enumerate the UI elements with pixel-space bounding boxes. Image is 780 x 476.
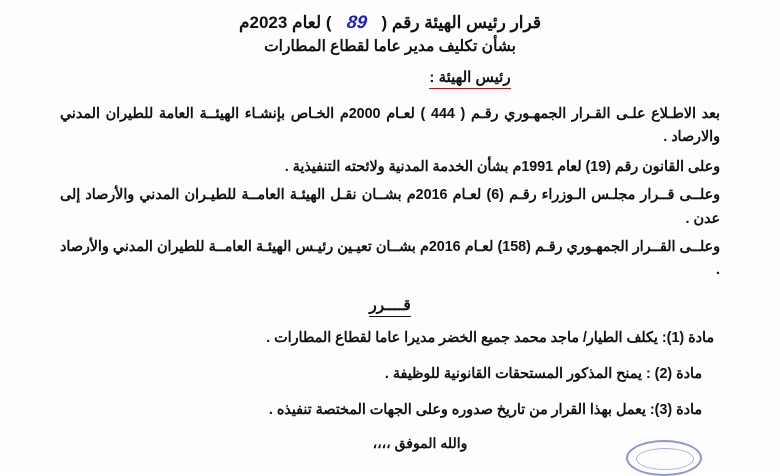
- article-text: يكلف الطيار/ ماجد محمد جميع الخضر مديرا عاما لقطاع المطارات .: [266, 330, 658, 347]
- preamble-paragraph: وعلى القانون رقم (19) لعام 1991م بشأن الخدمة المدنية ولائحته التنفيذية .: [284, 159, 720, 176]
- article-text: يمنح المذكور المستحقات القانونية للوظيفة .: [384, 365, 642, 382]
- preamble-block: [34, 103, 746, 282]
- article-item: [48, 399, 732, 422]
- document-header: [34, 12, 746, 56]
- article-item: [48, 363, 732, 386]
- article-label: مادة (1):: [661, 330, 714, 347]
- official-stamp-inner: [636, 448, 694, 470]
- decree-title-suffix: ) لعام 2023م: [238, 12, 332, 32]
- preamble-paragraph: بعد الاطـلاع علـى القـرار الجمهـوري رقـم ( 444 ) لعـام 2000م الخـاص بإنشـاء الهيئــة العامة للطيران المدني والارصاد .: [60, 106, 720, 146]
- decree-title-prefix: قرار رئيس الهيئة رقم (: [381, 12, 542, 32]
- decide-heading: قــــرر: [369, 296, 411, 317]
- article-label: مادة (3):: [649, 401, 702, 418]
- decree-title-line: [34, 12, 746, 33]
- decree-number: 89: [345, 12, 368, 32]
- article-text: يعمل بهذا القرار من تاريخ صدوره وعلى الجهات المختصة تنفيذه .: [268, 401, 646, 418]
- decide-heading-row: [34, 296, 746, 317]
- preamble-paragraph: وعلــى القــرار الجمهـوري رقـم (158) لعـام 2016م بشــان تعيـين رئيـس الهيئـة العامــة للطيران المدني والأرصاد .: [60, 238, 720, 278]
- articles-block: [34, 327, 746, 422]
- addressee-row: [34, 68, 746, 89]
- article-label: مادة (2) :: [645, 365, 702, 382]
- addressee-heading: رئيس الهيئة :: [429, 68, 510, 89]
- decree-subtitle: بشأن تكليف مدير عاما لقطاع المطارات: [264, 38, 516, 55]
- preamble-paragraph: وعلــى قــرار مجلـس الـوزراء رقـم (6) لعـام 2016م بشــان نقـل الهيئـة العامــة للطيـران المدني والأرصاد إلى عدن .: [60, 187, 720, 227]
- article-item: [48, 327, 732, 350]
- closing-phrase: والله الموفق ،،،،: [372, 434, 468, 451]
